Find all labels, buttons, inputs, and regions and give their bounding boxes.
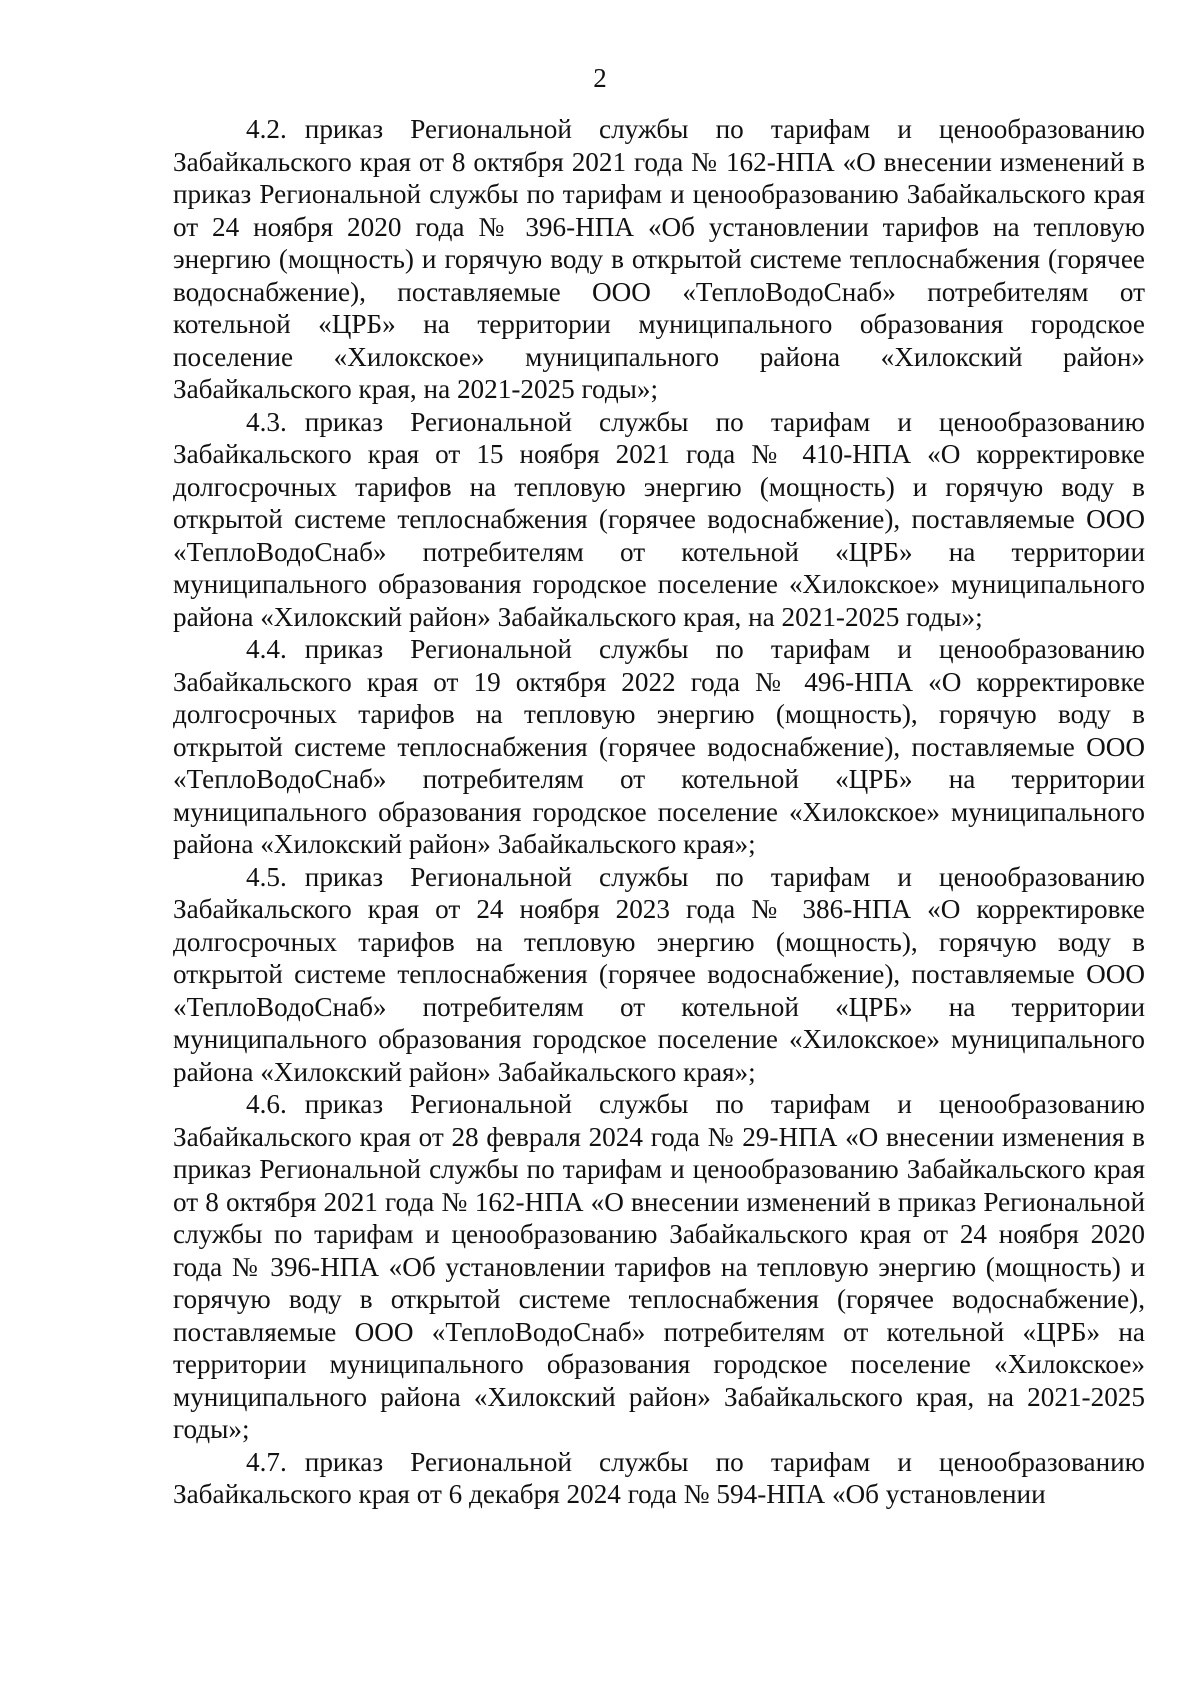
list-item-4-5	[173, 861, 1145, 1089]
item-text: приказ Региональной службы по тарифам и ценообразованию Забайкальского края от 15 ноября 2021 года № 410-НПА «О корректировке долгосрочных тарифов на тепловую энергию (мощность) и горячую воду в открытой системе теплоснабжения (горячее водоснабжение), поставляемые ООО «ТеплоВодоСнаб» потребителям от котельной «ЦРБ» на территории муниципального образования городское поселение «Хилокское» муниципального района «Хилокский район» Забайкальского края, на 2021-2025 годы»;	[173, 406, 1145, 632]
item-text: приказ Региональной службы по тарифам и ценообразованию Забайкальского края от 8 октября 2021 года № 162-НПА «О внесении изменений в приказ Региональной службы по тарифам и ценообразованию Забайкальского края от 24 ноября 2020 года № 396-НПА «Об установлении тарифов на тепловую энергию (мощность) и горячую воду в открытой системе теплоснабжения (горячее водоснабжение), поставляемые ООО «ТеплоВодоСнаб» потребителям от котельной «ЦРБ» на территории муниципального образования городское поселение «Хилокское» муниципального района «Хилокский район» Забайкальского края, на 2021-2025 годы»;	[173, 114, 1145, 404]
item-number: 4.7.	[246, 1446, 287, 1477]
item-number: 4.4.	[246, 634, 287, 664]
document-body	[173, 113, 1145, 1511]
list-item-4-2	[173, 113, 1145, 406]
list-item-4-3	[173, 406, 1145, 634]
list-item-4-4	[173, 633, 1145, 861]
item-text: приказ Региональной службы по тарифам и ценообразованию Забайкальского края от 19 октября 2022 года № 496-НПА «О корректировке долгосрочных тарифов на тепловую энергию (мощность), горячую воду в открытой системе теплоснабжения (горячее водоснабжение), поставляемые ООО «ТеплоВодоСнаб» потребителям от котельной «ЦРБ» на территории муниципального образования городское поселение «Хилокское» муниципального района «Хилокский район» Забайкальского края»;	[173, 634, 1145, 859]
item-number: 4.6.	[246, 1089, 287, 1119]
item-number: 4.3.	[246, 406, 287, 437]
item-text: приказ Региональной службы по тарифам и ценообразованию Забайкальского края от 24 ноября 2023 года № 386-НПА «О корректировке долгосрочных тарифов на тепловую энергию (мощность), горячую воду в открытой системе теплоснабжения (горячее водоснабжение), поставляемые ООО «ТеплоВодоСнаб» потребителям от котельной «ЦРБ» на территории муниципального образования городское поселение «Хилокское» муниципального района «Хилокский район» Забайкальского края»;	[173, 861, 1145, 1087]
page-number: 2	[593, 63, 607, 93]
list-item-4-6	[173, 1088, 1145, 1446]
item-text: приказ Региональной службы по тарифам и ценообразованию Забайкальского края от 6 декабря 2024 года № 594-НПА «Об установлении	[173, 1446, 1145, 1509]
item-text: приказ Региональной службы по тарифам и ценообразованию Забайкальского края от 28 февраля 2024 года № 29-НПА «О внесении изменения в приказ Региональной службы по тарифам и ценообразованию Забайкальского края от 8 октября 2021 года № 162-НПА «О внесении изменений в приказ Региональной службы по тарифам и ценообразованию Забайкальского края от 24 ноября 2020 года № 396-НПА «Об установлении тарифов на тепловую энергию (мощность) и горячую воду в открытой системе теплоснабжения (горячее водоснабжение), поставляемые ООО «ТеплоВодоСнаб» потребителям от котельной «ЦРБ» на территории муниципального образования городское поселение «Хилокское» муниципального района «Хилокский район» Забайкальского края, на 2021-2025 годы»;	[173, 1089, 1145, 1444]
item-number: 4.2.	[246, 114, 287, 144]
item-number: 4.5.	[246, 861, 287, 892]
list-item-4-7	[173, 1446, 1145, 1511]
